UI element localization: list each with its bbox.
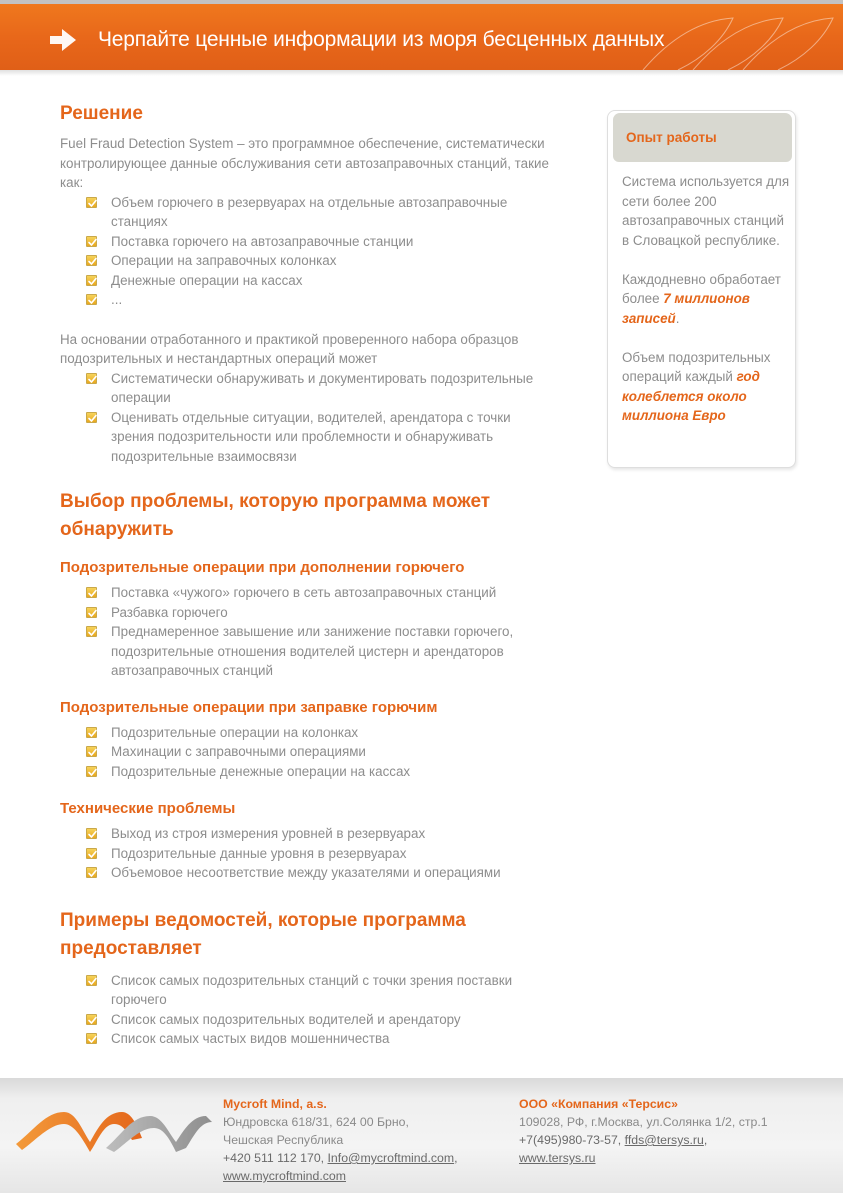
- basis-list: [60, 369, 550, 467]
- checkbox-icon: [86, 975, 97, 986]
- sidebar-paragraph: Каждодневно обработает более 7 миллионов записей.: [622, 271, 781, 326]
- problem-group-list: [60, 723, 550, 782]
- list-item: Подозрительные денежные операции на кассах: [86, 762, 550, 782]
- problem-group-list: [60, 583, 550, 681]
- list-item: Операции на заправочных колонках: [86, 251, 550, 271]
- checkbox-icon: [86, 828, 97, 839]
- checkbox-icon: [86, 766, 97, 777]
- problem-group-title: Технические проблемы: [60, 800, 236, 817]
- sidebar-header: [613, 113, 792, 162]
- footer-company-mycroft: [223, 1095, 458, 1185]
- checkbox-icon: [86, 236, 97, 247]
- checkbox-icon: [86, 275, 97, 286]
- checkbox-icon: [86, 848, 97, 859]
- company-contact: +420 511 112 170, Info@mycroftmind.com,: [223, 1151, 458, 1165]
- list-item: Преднамеренное завышение или занижение поставки горючего, подозрительные отношения водителей цистерн и арендаторов автозаправочных станций: [86, 622, 550, 681]
- list-item: Список самых подозрительных водителей и арендатору: [86, 1010, 550, 1030]
- list-item: Махинации с заправочными операциями: [86, 742, 550, 762]
- sidebar-title: Опыт работы: [626, 130, 717, 145]
- list-item: Денежные операции на кассах: [86, 271, 550, 291]
- footer-company-tersys: [519, 1095, 768, 1167]
- checkbox-icon: [86, 867, 97, 878]
- reports-heading: Примеры ведомостей, которые программа предоставляет: [60, 909, 466, 959]
- list-item: ...: [86, 290, 550, 310]
- experience-sidebar: [607, 110, 796, 468]
- list-item: Объемовое несоответствие между указателями и операциями: [86, 863, 550, 883]
- header-title: Черпайте ценные информации из моря бесценных данных: [98, 28, 665, 51]
- company-address: 109028, РФ, г.Москва, ул.Солянка 1/2, стр.1: [519, 1115, 768, 1129]
- checkbox-icon: [86, 727, 97, 738]
- email-link[interactable]: ffds@tersys.ru: [624, 1133, 704, 1147]
- header-shadow: [0, 70, 843, 76]
- checkbox-icon: [86, 255, 97, 266]
- checkbox-icon: [86, 1014, 97, 1025]
- checkbox-icon: [86, 607, 97, 618]
- problems-heading: Выбор проблемы, которую программа может обнаружить: [60, 491, 491, 540]
- checkbox-icon: [86, 197, 97, 208]
- company-contact: +7(495)980-73-57, ffds@tersys.ru,: [519, 1133, 708, 1147]
- list-item: Поставка «чужого» горючего в сеть автозаправочных станций: [86, 583, 550, 603]
- website-link[interactable]: www.tersys.ru: [519, 1151, 596, 1165]
- checkbox-icon: [86, 587, 97, 598]
- list-item: Список самых подозрительных станций с точки зрения поставки горючего: [86, 971, 550, 1010]
- mycroft-mind-logo: [14, 1108, 214, 1158]
- checkbox-icon: [86, 626, 97, 637]
- list-item: Список самых частых видов мошенничества: [86, 1029, 550, 1049]
- highlight-text: год колеблется около миллиона Евро: [622, 369, 760, 423]
- solution-intro: Fuel Fraud Detection System – это программное обеспечение, систематически контролирующее данные обслуживания сети автозаправочных станций, такие как:: [60, 136, 549, 190]
- list-item: Выход из строя измерения уровней в резервуарах: [86, 824, 550, 844]
- list-item: Подозрительные операции на колонках: [86, 723, 550, 743]
- list-item: Подозрительные данные уровня в резервуарах: [86, 844, 550, 864]
- header-banner: [0, 0, 843, 70]
- sidebar-body: [622, 172, 792, 426]
- list-item: Систематически обнаруживать и документировать подозрительные операции: [86, 369, 550, 408]
- company-address: Юндровска 618/31, 624 00 Брно,: [223, 1115, 409, 1129]
- solution-basis: На основании отработанного и практикой проверенного набора образцов подозрительных и нестандартных операций может: [60, 331, 519, 366]
- checkbox-icon: [86, 373, 97, 384]
- solution-heading: Решение: [60, 103, 143, 124]
- problem-group-title: Подозрительные операции при заправке горючим: [60, 698, 438, 716]
- company-name: Mycroft Mind, a.s.: [223, 1097, 327, 1111]
- email-link[interactable]: Info@mycroftmind.com: [327, 1151, 455, 1165]
- problem-group-list: [60, 824, 550, 883]
- arrow-right-icon: [48, 26, 78, 54]
- list-item: Объем горючего в резервуарах на отдельные автозаправочные станциях: [86, 193, 550, 232]
- footer: [0, 1078, 843, 1193]
- solution-list: [60, 193, 550, 310]
- reports-list: [60, 971, 550, 1049]
- website-link[interactable]: www.mycroftmind.com: [223, 1169, 346, 1183]
- company-country: Чешская Республика: [223, 1133, 344, 1147]
- sidebar-paragraph: Объем подозрительных операций каждый год колеблется около миллиона Евро: [622, 349, 771, 423]
- checkbox-icon: [86, 412, 97, 423]
- checkbox-icon: [86, 746, 97, 757]
- sidebar-paragraph: Система используется для сети более 200 автозаправочных станций в Словацкой республике.: [622, 174, 790, 248]
- highlight-text: 7 миллионов записей: [622, 291, 750, 326]
- company-name: ООО «Компания «Терсис»: [519, 1097, 678, 1111]
- checkbox-icon: [86, 294, 97, 305]
- main-content: [60, 100, 550, 1049]
- list-item: Оценивать отдельные ситуации, водителей, арендатора с точки зрения подозрительности или проблемности и обнаруживать подозрительные взаимосвязи: [86, 408, 550, 467]
- list-item: Поставка горючего на автозаправочные станции: [86, 232, 550, 252]
- checkbox-icon: [86, 1033, 97, 1044]
- list-item: Разбавка горючего: [86, 603, 550, 623]
- problem-group-title: Подозрительные операции при дополнении горючего: [60, 559, 465, 576]
